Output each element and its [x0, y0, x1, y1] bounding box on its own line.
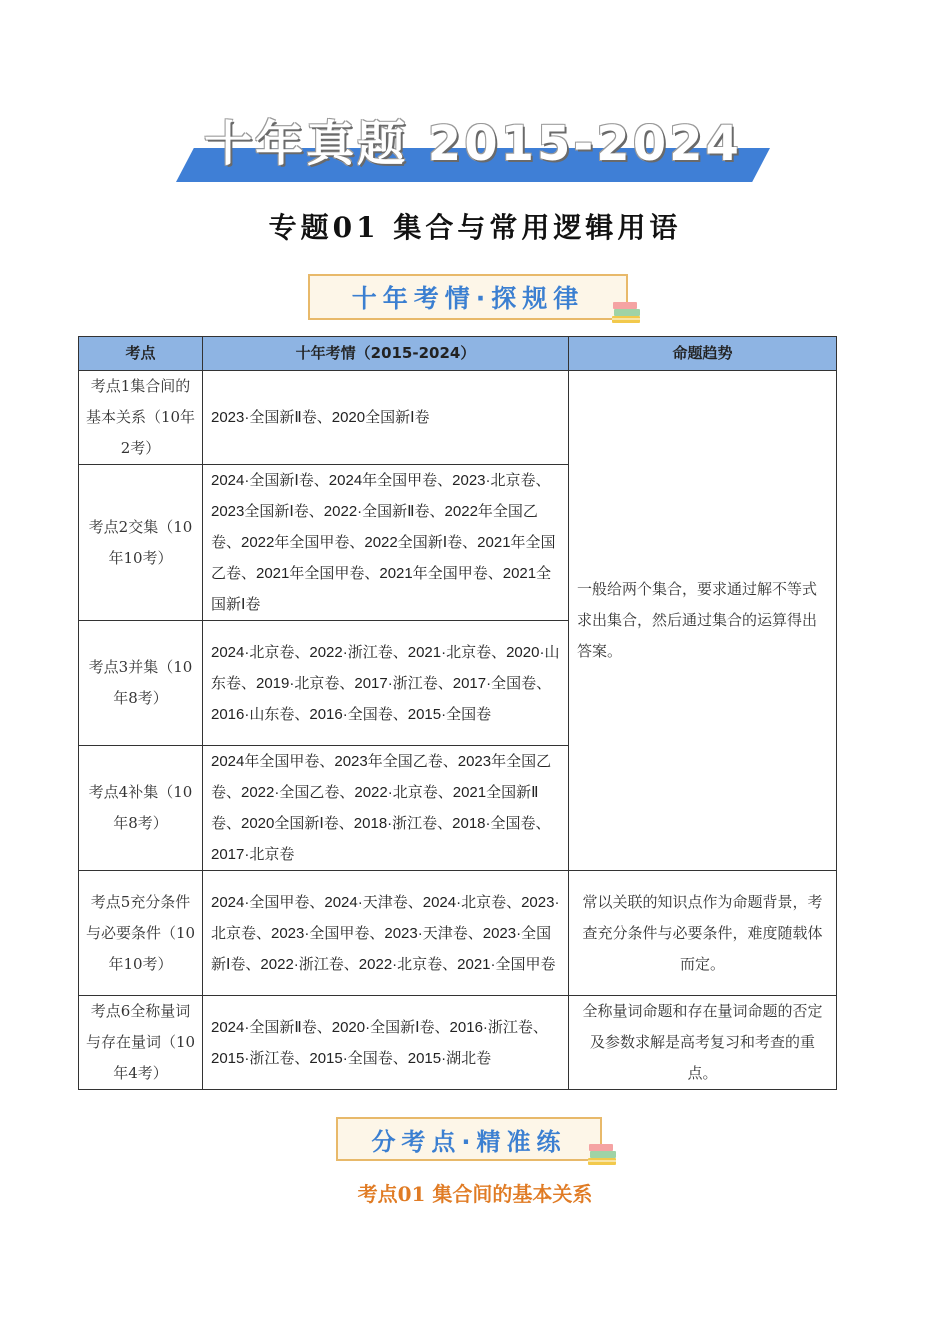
history-cell: 2024·全国新Ⅰ卷、2024年全国甲卷、2023·北京卷、2023全国新Ⅰ卷、2022·全国新Ⅱ卷、2022年全国乙卷、2022年全国甲卷、2022全国新Ⅰ卷、2021年全国乙卷、2021年全国甲卷、2021年全国甲卷、2021全国新Ⅰ卷 [203, 465, 569, 621]
document-subtitle: 专题01 集合与常用逻辑用语 [268, 211, 682, 244]
header-trend: 命题趋势 [569, 337, 837, 371]
trend-cell-merged: 一般给两个集合，要求通过解不等式求出集合，然后通过集合的运算得出答案。 [569, 371, 837, 871]
history-cell: 2024·全国新Ⅱ卷、2020·全国新Ⅰ卷、2016·浙江卷、2015·浙江卷、2015·全国卷、2015·湖北卷 [203, 996, 569, 1090]
table-row [79, 996, 837, 1090]
header-point: 考点 [79, 337, 203, 371]
header-history: 十年考情（2015-2024） [203, 337, 569, 371]
point-cell: 考点6全称量词与存在量词（10年4考） [79, 996, 203, 1090]
books-icon [586, 1142, 620, 1168]
banner [176, 112, 770, 184]
history-cell: 2024·全国甲卷、2024·天津卷、2024·北京卷、2023·北京卷、2023·全国甲卷、2023·天津卷、2023·全国新Ⅰ卷、2022·浙江卷、2022·北京卷、2021·全国甲卷 [203, 871, 569, 996]
history-cell: 2024年全国甲卷、2023年全国乙卷、2023年全国乙卷、2022·全国乙卷、2022·北京卷、2021全国新Ⅱ卷、2020全国新Ⅰ卷、2018·浙江卷、2018·全国卷、2017·北京卷 [203, 746, 569, 871]
trend-cell: 全称量词命题和存在量词命题的否定及参数求解是高考复习和考查的重点。 [569, 996, 837, 1090]
point-cell: 考点1集合间的基本关系（10年2考） [79, 371, 203, 465]
exam-trends-table [78, 336, 837, 1090]
trend-cell: 常以关联的知识点作为命题背景，考查充分条件与必要条件，难度随载体而定。 [569, 871, 837, 996]
table-header-row [79, 337, 837, 371]
section-tag-label: 分考点·精准练 [371, 1127, 567, 1156]
section-tag-practice [336, 1117, 602, 1161]
banner-title: 十年真题 2015-2024 [204, 116, 742, 172]
table-row [79, 371, 837, 465]
point-cell: 考点2交集（10年10考） [79, 465, 203, 621]
history-cell: 2023·全国新Ⅱ卷、2020全国新Ⅰ卷 [203, 371, 569, 465]
section-title: 考点01 集合间的基本关系 [357, 1182, 593, 1206]
history-cell: 2024·北京卷、2022·浙江卷、2021·北京卷、2020·山东卷、2019·北京卷、2017·浙江卷、2017·全国卷、2016·山东卷、2016·全国卷、2015·全国卷 [203, 621, 569, 746]
section-tag-label: 十年考情·探规律 [351, 284, 585, 313]
point-cell: 考点5充分条件与必要条件（10年10考） [79, 871, 203, 996]
section-tag-trends [308, 274, 628, 320]
point-cell: 考点3并集（10年8考） [79, 621, 203, 746]
point-cell: 考点4补集（10年8考） [79, 746, 203, 871]
table-row [79, 871, 837, 996]
books-icon [610, 300, 644, 326]
